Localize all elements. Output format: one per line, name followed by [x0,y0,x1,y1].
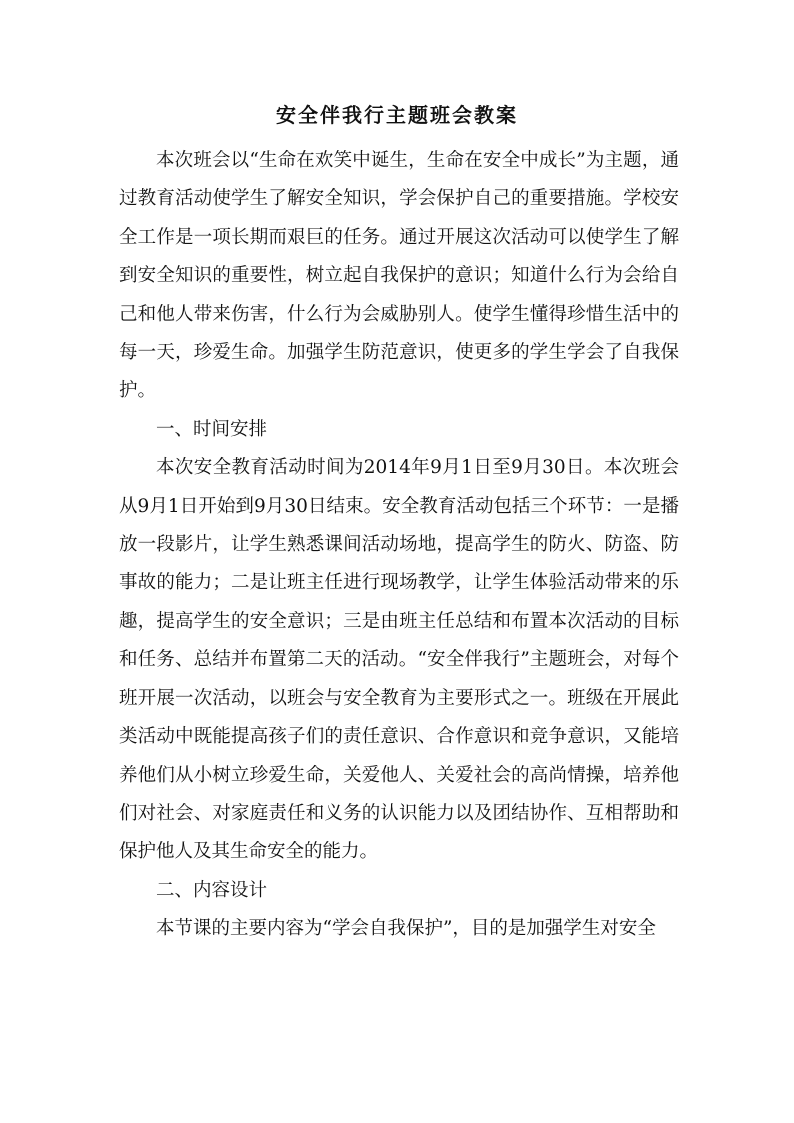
document-body [119,142,679,949]
section-heading-time: 一、时间安排 [156,418,268,440]
intro-paragraph: 本次班会以“生命在欢笑中诞生，生命在安全中成长”为主题，通过教育活动使学生了解安全知识，学会保护自己的重要措施。学校安全工作是一项长期而艰巨的任务。通过开展这次活动可以使学生了解到安全知识的重要性，树立起自我保护的意识；知道什么行为会给自己和他人带来伤害，什么行为会威胁别人。使学生懂得珍惜生活中的每一天，珍爱生命。加强学生防范意识，使更多的学生学会了自我保护。 [119,150,679,402]
section-heading-content: 二、内容设计 [156,879,268,901]
section-time-paragraph: 本次安全教育活动时间为2014年9月1日至9月30日。本次班会从9月1日开始到9月30日结束。安全教育活动包括三个环节：一是播放一段影片，让学生熟悉课间活动场地，提高学生的防火、防盗、防事故的能力；二是让班主任进行现场教学，让学生体验活动带来的乐趣，提高学生的安全意识；三是由班主任总结和布置本次活动的目标和任务、总结并布置第二天的活动。“安全伴我行”主题班会，对每个班开展一次活动，以班会与安全教育为主要形式之一。班级在开展此类活动中既能提高孩子们的责任意识、合作意识和竞争意识，又能培养他们从小树立珍爱生命，关爱他人、关爱社会的高尚情操，培养他们对社会、对家庭责任和义务的认识能力以及团结协作、互相帮助和保护他人及其生命安全的能力。 [119,457,679,863]
document-title: 安全伴我行主题班会教案 [276,103,518,127]
section-content-paragraph: 本节课的主要内容为“学会自我保护”，目的是加强学生对安全 [156,918,656,940]
